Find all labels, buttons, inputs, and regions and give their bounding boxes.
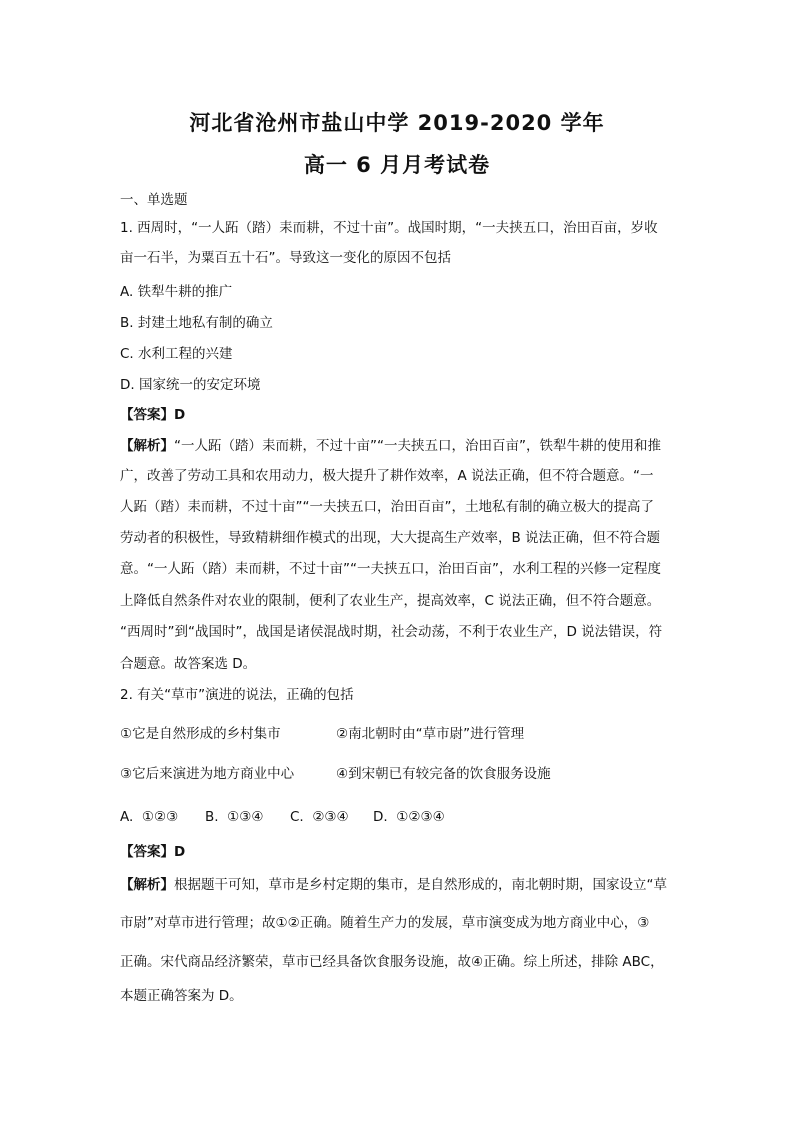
- q2-option-d-letter: D.: [373, 809, 388, 825]
- q1-answer: [120, 406, 680, 424]
- q1-analysis-line3: 人跖（踏）耒而耕，不过十亩”“一夫挟五口，治田百亩”，土地私有制的确立极大的提高了: [120, 499, 654, 515]
- q1-stem-line2: 亩一石半，为粟百五十石”。导致这一变化的原因不包括: [120, 250, 451, 266]
- q2-option-a-value: ①②③: [141, 809, 179, 825]
- q1-analysis-line4: 劳动者的积极性，导致精耕细作模式的出现，大大提高生产效率，B 说法正确，但不符合题: [120, 530, 661, 546]
- section-heading: 一、单选题: [120, 192, 188, 208]
- q2-option-c-value: ②③④: [312, 809, 349, 825]
- q2-stem: 2. 有关“草市”演进的说法，正确的包括: [120, 687, 354, 703]
- page-subtitle: 高一 6 月月考试卷: [303, 153, 491, 177]
- q2-item-2: ②南北朝时由“草市尉”进行管理: [336, 726, 525, 742]
- q2-analysis-line4: 本题正确答案为 D。: [120, 988, 243, 1004]
- q2-option-a-letter: A.: [120, 809, 134, 825]
- q2-item-4: ④到宋朝已有较完备的饮食服务设施: [336, 766, 551, 782]
- q1-analysis-line6: 上降低自然条件对农业的限制，便利了农业生产，提高效率，C 说法正确，但不符合题意。: [120, 593, 661, 609]
- q2-analysis-line1: [120, 876, 680, 894]
- q1-stem-line1: 1. 西周时，“一人跖（踏）耒而耕，不过十亩”。战国时期，“一夫挟五口，治田百亩，岁收: [120, 220, 658, 236]
- q1-analysis-line1: [120, 437, 680, 455]
- q2-item-3: ③它后来演进为地方商业中心: [120, 766, 295, 782]
- q1-option-b: B. 封建土地私有制的确立: [120, 315, 273, 331]
- q1-option-a: A. 铁犁牛耕的推广: [120, 284, 233, 300]
- q2-option-c-letter: C.: [290, 809, 304, 825]
- q1-option-d: D. 国家统一的安定环境: [120, 377, 261, 393]
- q1-answer-value: D: [174, 407, 186, 423]
- q2-option-b-letter: B.: [205, 809, 219, 825]
- q2-answer: [120, 843, 680, 861]
- q2-item-1: ①它是自然形成的乡村集市: [120, 726, 281, 742]
- q2-analysis-line3: 正确。宋代商品经济繁荣，草市已经具备饮食服务设施，故④正确。综上所述，排除 ABC，: [120, 954, 664, 970]
- q2-option-b-value: ①③④: [227, 809, 264, 825]
- q1-analysis-line7: “西周时”到“战国时”，战国是诸侯混战时期，社会动荡，不利于农业生产，D 说法错误，符: [120, 624, 663, 640]
- q1-analysis-line5: 意。“一人跖（踏）耒而耕，不过十亩”“一夫挟五口，治田百亩”，水利工程的兴修一定程度: [120, 561, 661, 577]
- q1-analysis-line8: 合题意。故答案选 D。: [120, 656, 257, 672]
- q2-option-a: [120, 808, 178, 826]
- q1-analysis-line2: 广，改善了劳动工具和农用动力，极大提升了耕作效率，A 说法正确，但不符合题意。“一: [120, 468, 654, 484]
- q2-option-b: [205, 808, 263, 826]
- q1-analysis-label: 【解析】: [120, 438, 174, 454]
- q2-answer-value: D: [174, 844, 186, 860]
- page-title: 河北省沧州市盐山中学 2019-2020 学年: [189, 111, 605, 135]
- q2-option-c: [290, 808, 349, 826]
- q2-option-d-value: ①②③④: [396, 809, 445, 825]
- q1-option-c: C. 水利工程的兴建: [120, 346, 233, 362]
- q2-option-d: [373, 808, 445, 826]
- q1-answer-label: 【答案】: [120, 407, 174, 423]
- q2-analysis-text1: 根据题干可知，草市是乡村定期的集市，是自然形成的，南北朝时期，国家设立“草: [174, 877, 667, 893]
- q2-answer-label: 【答案】: [120, 844, 174, 860]
- q1-analysis-text1: “一人跖（踏）耒而耕，不过十亩”“一夫挟五口，治田百亩”，铁犁牛耕的使用和推: [174, 438, 661, 454]
- q2-analysis-line2: 市尉”对草市进行管理；故①②正确。随着生产力的发展，草市演变成为地方商业中心，③: [120, 915, 650, 931]
- q2-analysis-label: 【解析】: [120, 877, 174, 893]
